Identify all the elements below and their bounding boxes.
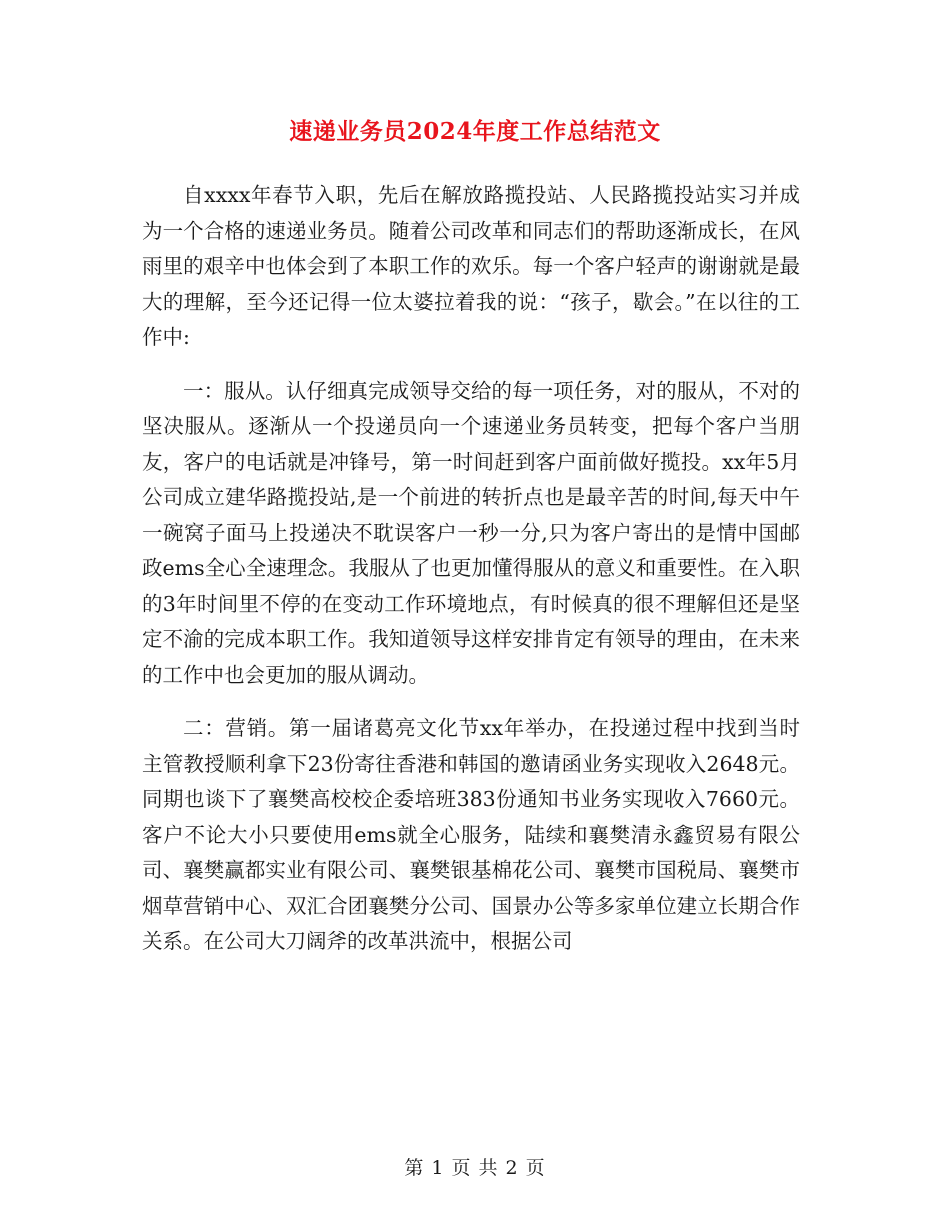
paragraph-obedience: 一：服从。认仔细真完成领导交给的每一项任务，对的服从，不对的坚决服从。逐渐从一个投递员向一个速递业务员转变，把每个客户当朋友，客户的电话就是冲锋号，第一时间赶到客户面前做好揽投。xx年5月公司成立建华路揽投站,是一个前进的转折点也是最辛苦的时间,每天中午一碗窝子面马上投递决不耽误客户一秒一分,只为客户寄出的是情中国邮政ems全心全速理念。我服从了也更加懂得服从的意义和重要性。在入职的3年时间里不停的在变动工作环境地点，有时候真的很不理解但还是坚定不渝的完成本职工作。我知道领导这样安排肯定有领导的理由，在未来的工作中也会更加的服从调动。 [142, 378, 800, 687]
document-body [142, 178, 800, 978]
page-number-footer: 第 1 页 共 2 页 [404, 1157, 546, 1179]
paragraph-marketing: 二：营销。第一届诸葛亮文化节xx年举办，在投递过程中找到当时主管教授顺利拿下23份寄往香港和韩国的邀请函业务实现收入2648元。同期也谈下了襄樊高校校企委培班383份通知书业务实现收入7660元。客户不论大小只要使用ems就全心服务，陆续和襄樊清永鑫贸易有限公司、襄樊赢都实业有限公司、襄樊银基棉花公司、襄樊市国税局、襄樊市烟草营销中心、双汇合团襄樊分公司、国景办公等多家单位建立长期合作关系。在公司大刀阔斧的改革洪流中，根据公司 [142, 716, 800, 953]
document-title: 速递业务员2024年度工作总结范文 [289, 118, 661, 145]
paragraph-intro: 自xxxx年春节入职，先后在解放路揽投站、人民路揽投站实习并成为一个合格的速递业务员。随着公司改革和同志们的帮助逐渐成长，在风雨里的艰辛中也体会到了本职工作的欢乐。每一个客户轻声的谢谢就是最大的理解，至今还记得一位太婆拉着我的说：“孩子，歇会。”在以往的工作中: [142, 183, 800, 349]
